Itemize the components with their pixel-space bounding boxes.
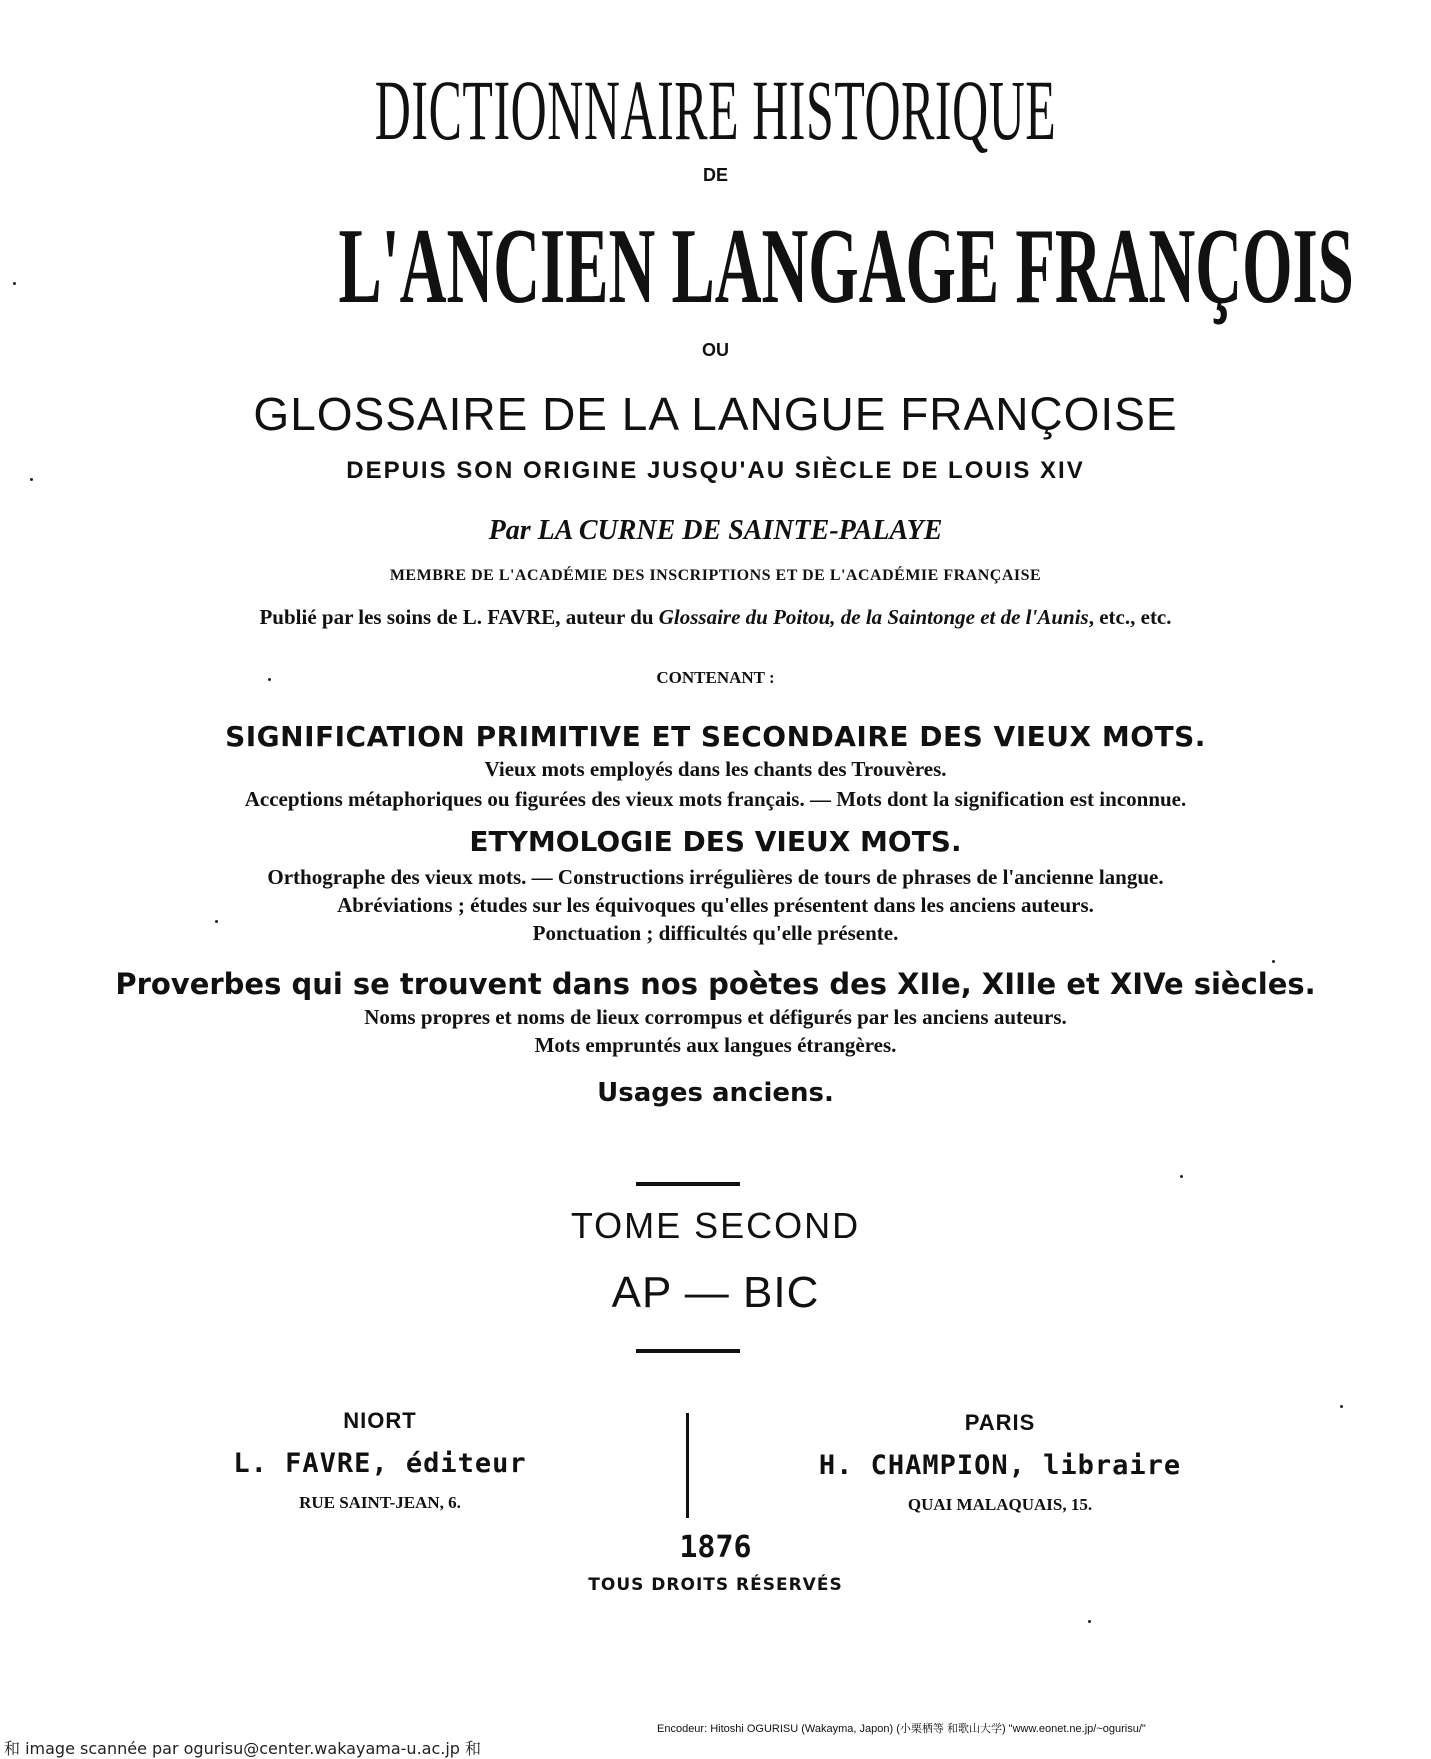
scan-speck — [1180, 1175, 1183, 1178]
publisher-right-name: H. CHAMPION, libraire — [818, 1450, 1182, 1481]
editor-prefix: Publié par les soins de L. FAVRE, auteur du — [259, 605, 659, 629]
contents-heading: CONTENANT : — [656, 668, 775, 687]
scan-credit: 和 image scannée par ogurisu@center.wakayama-u.ac.jp 和 — [4, 1739, 482, 1758]
publisher-right — [780, 1410, 1220, 1515]
title-connector-ou: OU — [702, 340, 729, 360]
section-line: Mots empruntés aux langues étrangères. — [534, 1033, 897, 1057]
section-line: Vieux mots employés dans les chants des Trouvères. — [484, 757, 947, 781]
publication-year: 1876 — [679, 1530, 752, 1565]
editor-work-title: Glossaire du Poitou, de la Saintonge et de l'Aunis — [658, 605, 1089, 629]
section-line: Acceptions métaphoriques ou figurées des vieux mots français. — Mots dont la signification est inconnue. — [244, 787, 1187, 811]
publisher-left-city: NIORT — [343, 1408, 417, 1433]
scan-speck — [268, 678, 271, 681]
section-title-etymologie: ETYMOLOGIE DES VIEUX MOTS. — [469, 825, 962, 858]
encoder-credit: Encodeur: Hitoshi OGURISU (Wakayma, Japon) (小栗栖等 和歌山大学) "www.eonet.ne.jp/~ogurisu/" — [657, 1723, 1146, 1735]
subtitle-period: DEPUIS SON ORIGINE JUSQU'AU SIÈCLE DE LOUIS XIV — [346, 457, 1085, 484]
publisher-separator — [686, 1413, 689, 1518]
rights-notice: TOUS DROITS RÉSERVÉS — [588, 1575, 843, 1595]
title-connector-de: DE — [702, 165, 728, 185]
section-title-proverbes: Proverbes qui se trouvent dans nos poètes des XIIe, XIIIe et XIVe siècles. — [115, 967, 1316, 1001]
publisher-left-address: RUE SAINT-JEAN, 6. — [299, 1493, 461, 1512]
volume-tome: TOME SECOND — [570, 1205, 861, 1246]
section-line: Abréviations ; études sur les équivoques qu'elles présentent dans les anciens auteurs. — [337, 893, 1094, 917]
scan-speck — [13, 282, 16, 285]
section-line: Noms propres et noms de lieux corrompus et défigurés par les anciens auteurs. — [364, 1005, 1067, 1029]
scan-speck — [215, 920, 218, 923]
publisher-left-name: L. FAVRE, éditeur — [233, 1448, 527, 1479]
author-byline: Par LA CURNE DE SAINTE-PALAYE — [488, 515, 943, 546]
divider-top — [636, 1182, 740, 1186]
subtitle: GLOSSAIRE DE LA LANGUE FRANÇOISE — [253, 388, 1178, 440]
scan-speck — [1272, 960, 1275, 963]
editor-suffix: , etc., etc. — [1088, 605, 1172, 629]
scan-speck — [1088, 1620, 1091, 1623]
title-line-2: L'ANCIEN LANGAGE FRANÇOIS — [338, 207, 1354, 326]
author-membership: MEMBRE DE L'ACADÉMIE DES INSCRIPTIONS ET DE L'ACADÉMIE FRANÇAISE — [389, 567, 1042, 584]
publisher-right-address: QUAI MALAQUAIS, 15. — [907, 1495, 1093, 1514]
section-title-usages: Usages anciens. — [597, 1078, 834, 1108]
editor-line — [0, 605, 1431, 630]
section-line: Orthographe des vieux mots. — Constructions irrégulières de tours de phrases de l'ancienne langue. — [267, 865, 1164, 889]
title-line-1: DICTIONNAIRE HISTORIQUE — [374, 62, 1057, 158]
divider-bottom — [636, 1349, 740, 1353]
scan-speck — [1340, 1405, 1343, 1408]
section-line: Ponctuation ; difficultés qu'elle présente. — [532, 921, 899, 945]
scan-speck — [30, 478, 33, 481]
volume-range: AP — BIC — [611, 1268, 820, 1317]
publisher-right-city: PARIS — [964, 1410, 1036, 1435]
publisher-left — [180, 1408, 580, 1513]
section-title-signification: SIGNIFICATION PRIMITIVE ET SECONDAIRE DES VIEUX MOTS. — [225, 720, 1206, 753]
